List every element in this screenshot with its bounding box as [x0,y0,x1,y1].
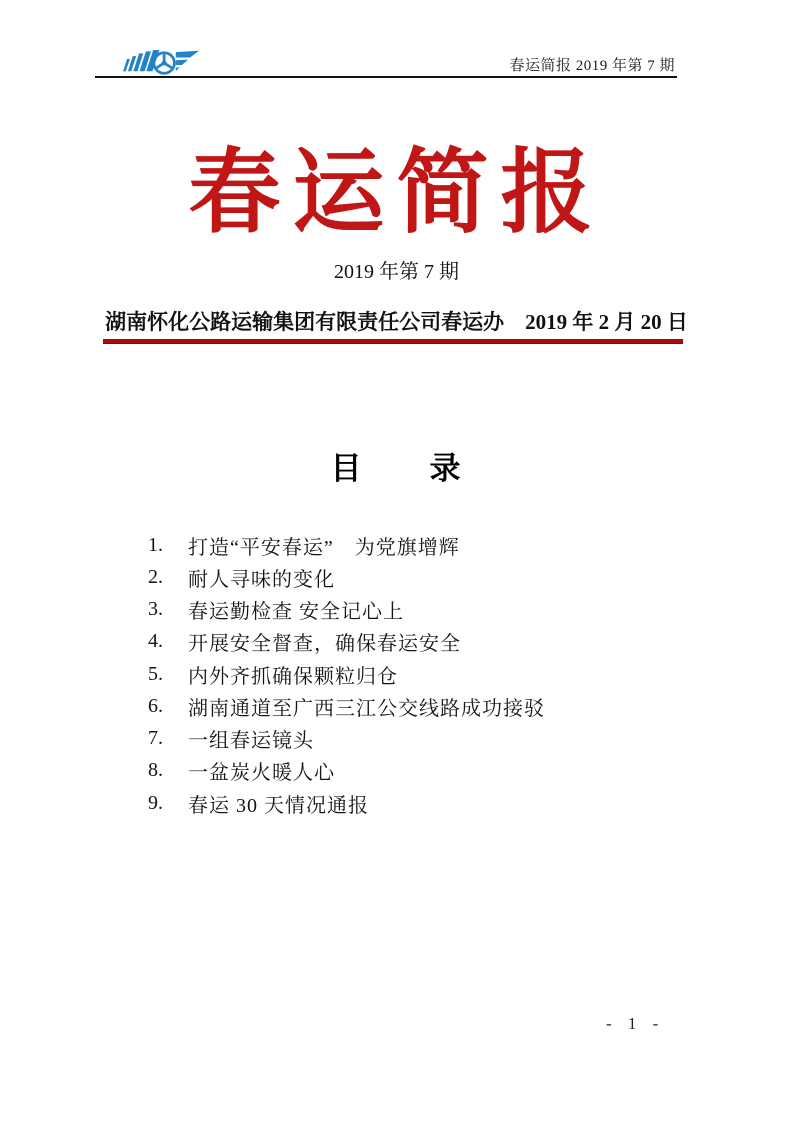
masthead-red-rule [103,339,683,344]
publisher-date-line: 湖南怀化公路运输集团有限责任公司春运办 2019 年 2 月 20 日 [105,310,688,334]
toc-entry-title: 湖南通道至广西三江公交线路成功接驳 [188,697,545,720]
toc-entry [148,690,688,722]
toc-entry-number: 7. [148,727,163,750]
toc-entry-title: 开展安全督查，确保春运安全 [188,633,461,656]
toc-entry-number: 3. [148,598,163,621]
toc-entry-number: 6. [148,694,163,717]
toc-entry-number: 8. [148,759,163,782]
company-logo-icon [117,50,199,76]
toc-entry-title: 耐人寻味的变化 [188,568,335,591]
toc-entry-number: 4. [148,630,163,653]
toc-entry [148,594,688,626]
toc-entry [148,626,688,658]
header-issue-text: 春运简报 2019 年第 7 期 [509,58,675,74]
toc-entry-title: 内外齐抓确保颗粒归仓 [188,665,398,688]
toc-entry-number: 1. [148,533,163,556]
toc-entry-title: 打造“平安春运” 为党旗增辉 [188,536,460,559]
toc-entry [148,787,688,819]
issue-number-line: 2019 年第 7 期 [334,261,459,283]
bulletin-title: 春运简报 [188,142,605,244]
toc-entry [148,529,688,561]
toc-entry-number: 2. [148,565,163,588]
toc-entry [148,658,688,690]
toc-entry-title: 一盆炭火暖人心 [188,762,335,785]
toc-entry-title: 春运勤检查 安全记心上 [188,601,404,624]
toc-heading: 目 录 [330,451,463,486]
toc-entry-number: 9. [148,791,163,814]
toc-entry-title: 一组春运镜头 [188,730,314,753]
toc-entry-number: 5. [148,662,163,685]
toc-entry-title: 春运 30 天情况通报 [188,794,369,817]
header-rule [95,76,677,78]
toc-entry [148,723,688,755]
page-number: - 1 - [606,1014,662,1033]
toc-list [148,529,688,819]
toc-entry [148,561,688,593]
toc-entry [148,755,688,787]
